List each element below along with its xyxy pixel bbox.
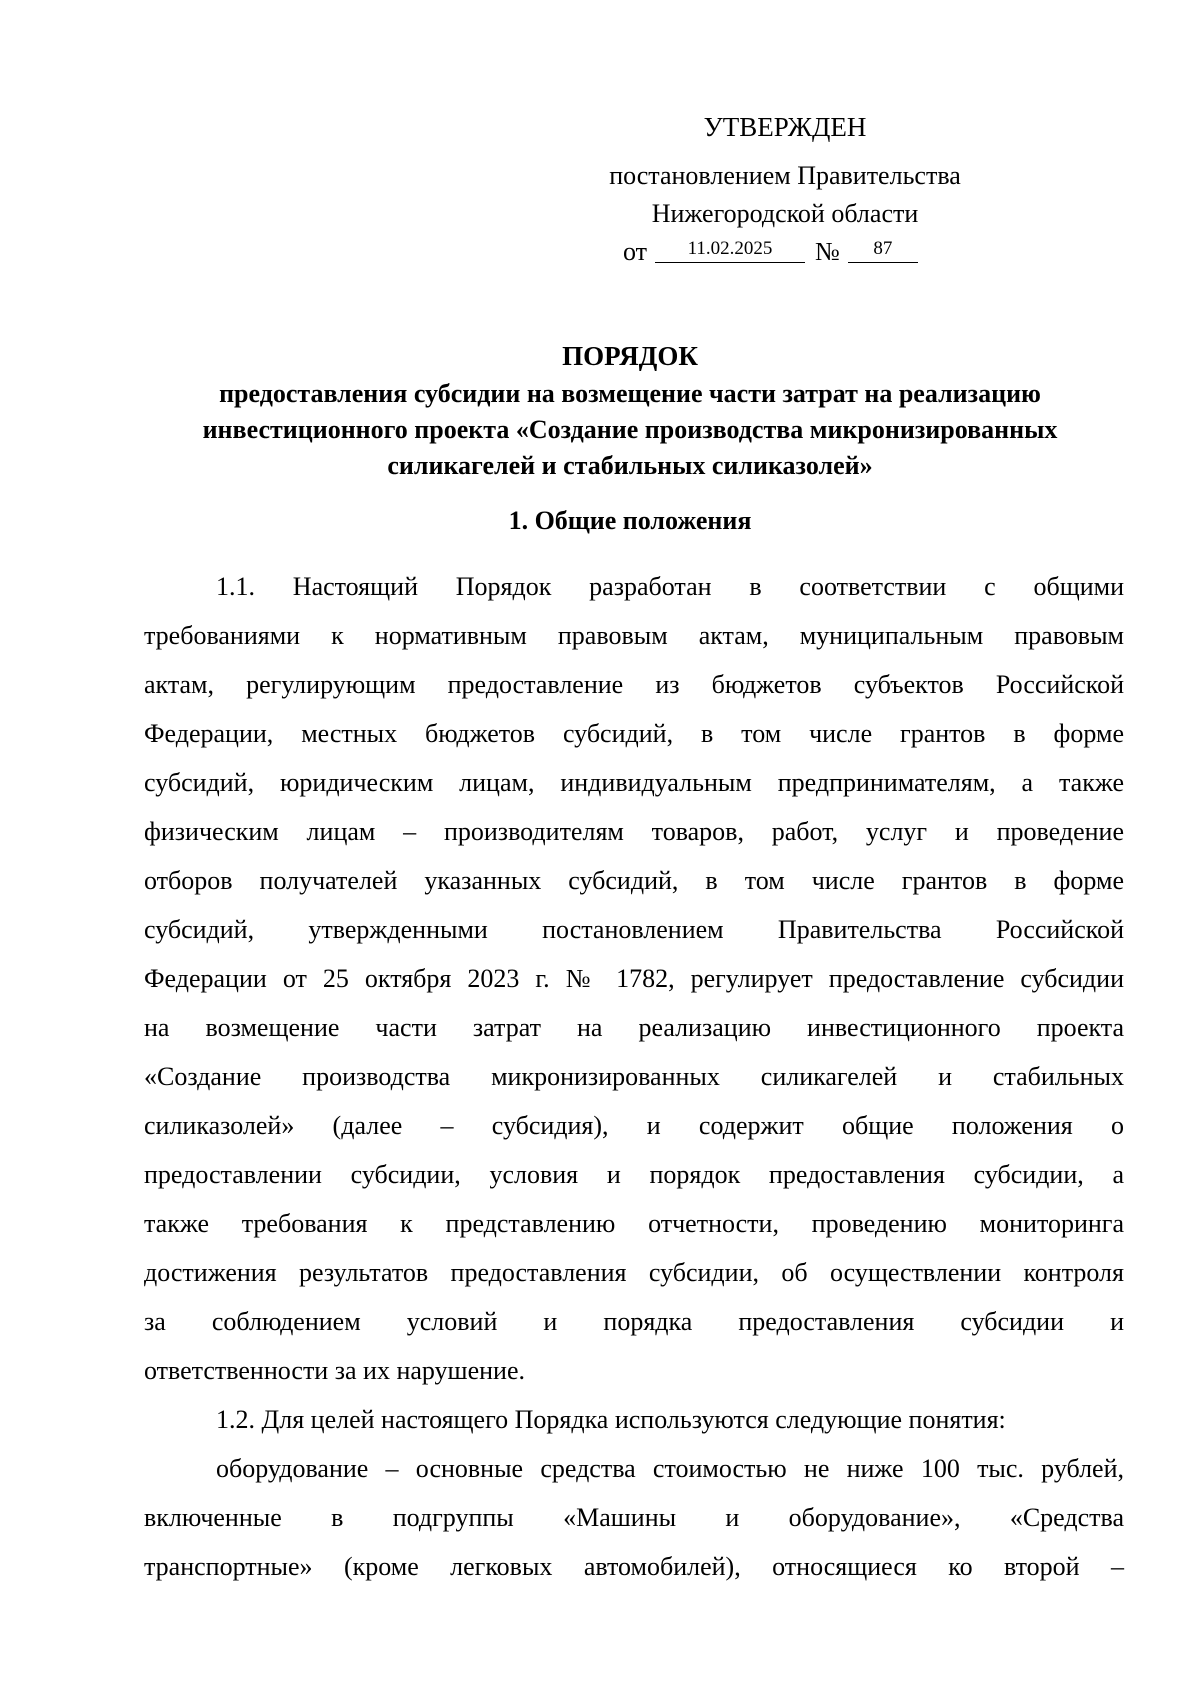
paragraph-line: также требования к представлению отчетности, проведению мониторинга [144, 1209, 1124, 1238]
approval-line-region: Нижегородской области [651, 199, 919, 228]
paragraph-line: включенные в подгруппы «Машины и оборудование», «Средства [144, 1503, 1124, 1532]
approval-number: 87 [848, 236, 918, 263]
number-label: № [815, 237, 840, 266]
approval-date: 11.02.2025 [655, 236, 805, 263]
document-body [144, 562, 1124, 1591]
document-subtitle-line-1: предоставления субсидии на возмещение части затрат на реализацию [219, 379, 1041, 408]
document-title: ПОРЯДОК [562, 341, 698, 371]
paragraph-line: достижения результатов предоставления субсидии, об осуществлении контроля [144, 1258, 1124, 1287]
paragraph-line: 1.1. Настоящий Порядок разработан в соответствии с общими [216, 572, 1124, 601]
document-subtitle-line-2: инвестиционного проекта «Создание производства микронизированных [202, 415, 1058, 444]
paragraph-line: за соблюдением условий и порядка предоставления субсидии и [144, 1307, 1124, 1336]
paragraph-line: оборудование – основные средства стоимостью не ниже 100 тыс. рублей, [216, 1454, 1124, 1483]
paragraph-1-1 [144, 562, 1124, 1395]
paragraph-line: актам, регулирующим предоставление из бюджетов субъектов Российской [144, 670, 1124, 699]
document-subtitle-line-3: силикагелей и стабильных силиказолей» [387, 451, 873, 480]
paragraph-line: отборов получателей указанных субсидий, в том числе грантов в форме [144, 866, 1124, 895]
paragraph-line: субсидий, юридическим лицам, индивидуальным предпринимателям, а также [144, 768, 1124, 797]
from-label: от [623, 237, 648, 266]
section-heading: 1. Общие положения [508, 506, 752, 535]
paragraph-line: 1.2. Для целей настоящего Порядка используются следующие понятия: [216, 1405, 1006, 1434]
paragraph-line: силиказолей» (далее – субсидия), и содержит общие положения о [144, 1111, 1124, 1140]
paragraph-line: требованиями к нормативным правовым актам, муниципальным правовым [144, 621, 1124, 650]
paragraph-line: на возмещение части затрат на реализацию инвестиционного проекта [144, 1013, 1124, 1042]
paragraph-line: субсидий, утвержденными постановлением Правительства Российской [144, 915, 1124, 944]
paragraph-line: Федерации, местных бюджетов субсидий, в том числе грантов в форме [144, 719, 1124, 748]
paragraph-line: предоставлении субсидии, условия и порядок предоставления субсидии, а [144, 1160, 1124, 1189]
paragraph-line: физическим лицам – производителям товаров, работ, услуг и проведение [144, 817, 1124, 846]
paragraph-1-2 [144, 1395, 1124, 1444]
paragraph-line: транспортные» (кроме легковых автомобилей), относящиеся ко второй – [144, 1552, 1124, 1581]
paragraph-line: Федерации от 25 октября 2023 г. № 1782, регулирует предоставление субсидии [144, 964, 1124, 993]
paragraph-line: «Создание производства микронизированных силикагелей и стабильных [144, 1062, 1124, 1091]
paragraph-line: ответственности за их нарушение. [144, 1356, 525, 1385]
approval-date-number-line [585, 233, 985, 271]
paragraph-definition-equipment [144, 1444, 1124, 1591]
approval-line-government: постановлением Правительства [609, 161, 961, 190]
approved-stamp-label: УТВЕРЖДЕН [703, 112, 867, 142]
